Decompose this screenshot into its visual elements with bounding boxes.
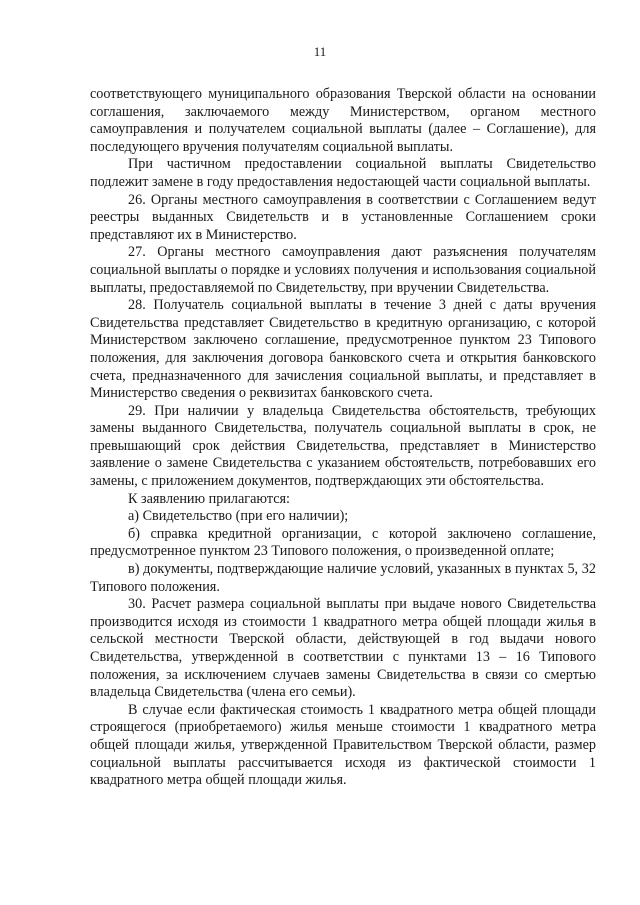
paragraph-item-29: 29. При наличии у владельца Свидетельства обстоятельств, требующих замены выданного Свидетельства, получатель социальной выплаты в срок, не превышающий срок действия Свидетельства, представляет в Министерство заявление о замене Свидетельства с указанием обстоятельств, потребовавших его замены, с приложением документов, подтверждающих эти обстоятельства.: [90, 402, 596, 490]
paragraph-attachment-c: в) документы, подтверждающие наличие условий, указанных в пунктах 5, 32 Типового положения.: [90, 561, 596, 595]
paragraph-attachment-b: б) справка кредитной организации, с которой заключено соглашение, предусмотренное пунктом 23 Типового положения, о произведенной оплате;: [90, 525, 596, 560]
paragraph-attachments-intro: К заявлению прилагаются:: [128, 490, 290, 507]
document-body: [90, 86, 596, 790]
paragraph-item-30: 30. Расчет размера социальной выплаты при выдаче нового Свидетельства производится исходя из стоимости 1 квадратного метра общей площади жилья в сельской местности Тверской области, действующей в год выдачи нового Свидетельства, утвержденной в соответствии с пунктами 13 – 16 Типового положения, за исключением случаев замены Свидетельства в связи со смертью владельца Свидетельства (члена его семьи).: [90, 596, 596, 701]
paragraph-item-26: 26. Органы местного самоуправления в соответствии с Соглашением ведут реестры выданных Свидетельств и в установленные Соглашением сроки представляют их в Министерство.: [90, 191, 596, 243]
paragraph-partial-payment: При частичном предоставлении социальной выплаты Свидетельство подлежит замене в году предоставления недостающей части социальной выплаты.: [90, 156, 596, 190]
paragraph-item-27: 27. Органы местного самоуправления дают разъяснения получателям социальной выплаты о порядке и условиях получения и использования социальной выплаты, предоставляемой по Свидетельству, при вручении Свидетельства.: [90, 244, 596, 296]
paragraph-attachment-a: а) Свидетельство (при его наличии);: [128, 508, 349, 525]
paragraph-actual-cost: В случае если фактическая стоимость 1 квадратного метра общей площади строящегося (приобретаемого) жилья меньше стоимости 1 квадратного метра общей площади жилья, утвержденной Правительством Тверской области, размер социальной выплаты рассчитывается исходя из фактической стоимости 1 квадратного метра общей площади жилья.: [90, 701, 596, 789]
paragraph-item-28: 28. Получатель социальной выплаты в течение 3 дней с даты вручения Свидетельства представляет Свидетельство в кредитную организацию, с которой Министерством заключено соглашение, предусмотренное пунктом 23 Типового положения, для заключения договора банковского счета и открытия банковского счета, предназначенного для зачисления социальной выплаты, и представляет в Министерство сведения о реквизитах банковского счета.: [90, 297, 596, 402]
page-number: 11: [313, 44, 327, 59]
paragraph-continuation: соответствующего муниципального образования Тверской области на основании соглашения, заключаемого между Министерством, органом местного самоуправления и получателем социальной выплаты (далее – Соглашение), для последующего вручения получателям социальной выплаты.: [90, 86, 596, 155]
